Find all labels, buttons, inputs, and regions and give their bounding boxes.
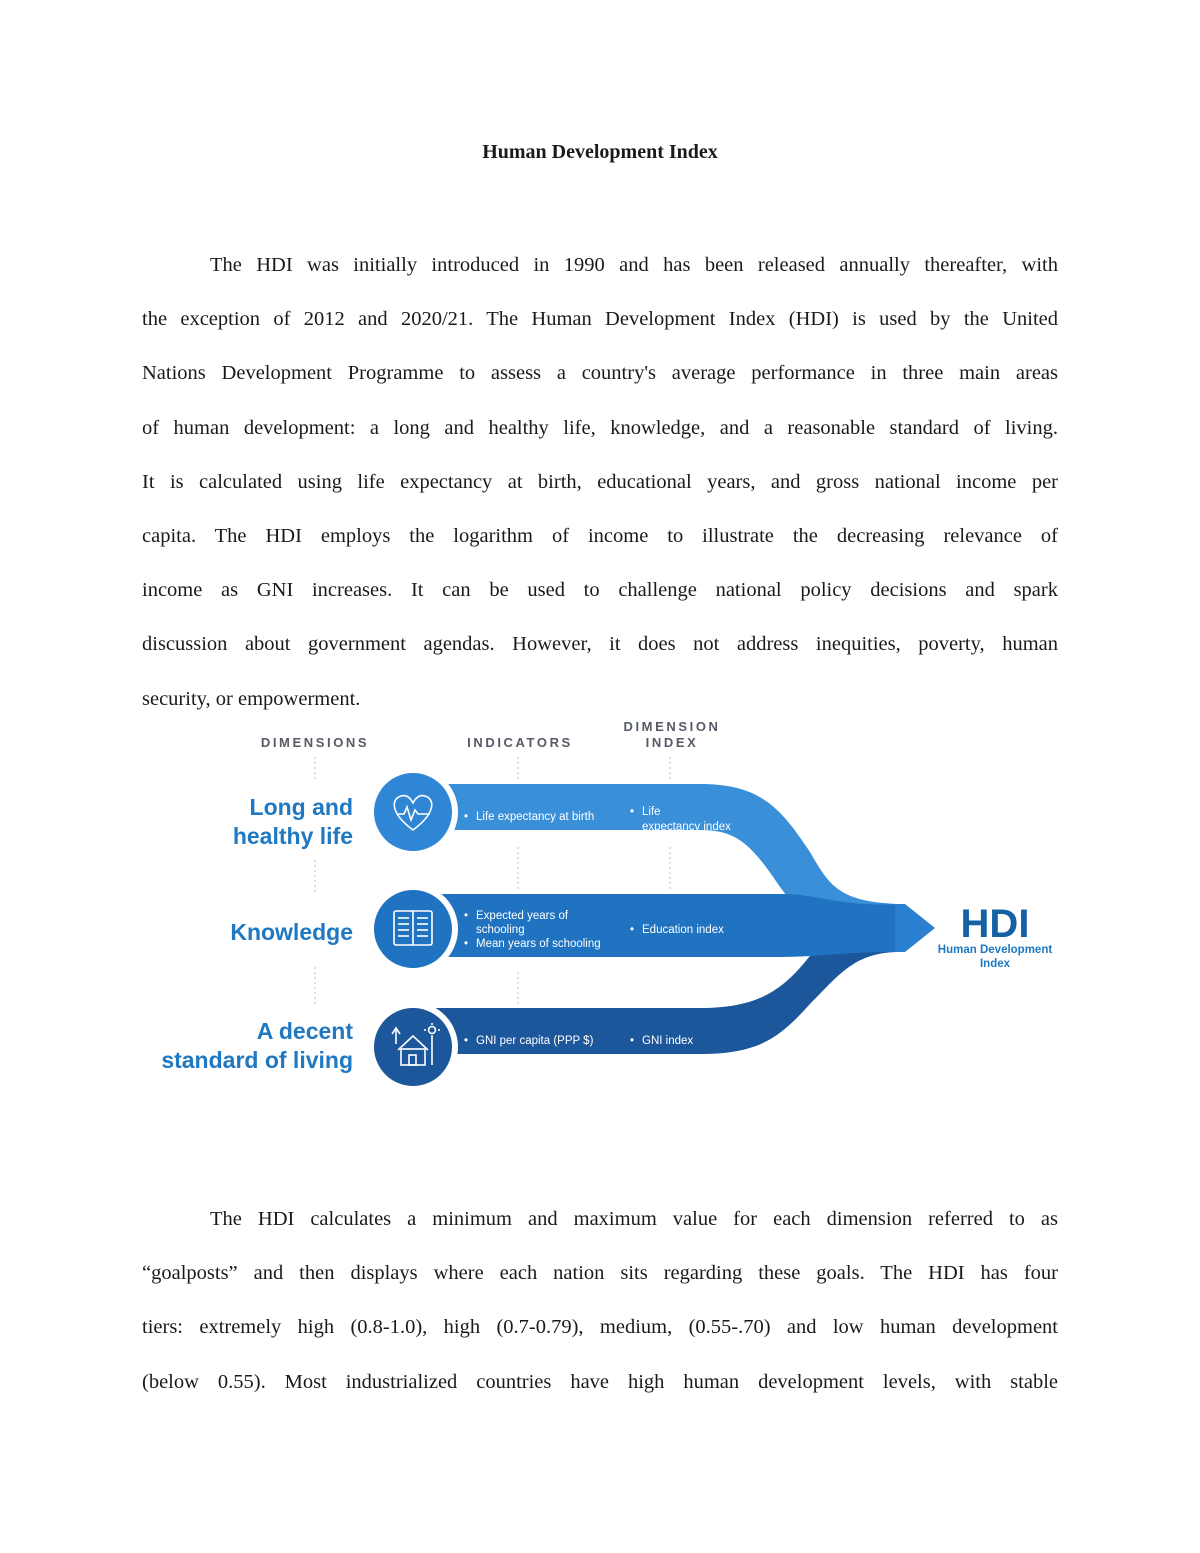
bullet: • (630, 1035, 635, 1047)
circle-health (371, 770, 455, 854)
dimension-health-1: Long and (249, 794, 353, 820)
paragraph-1 (142, 238, 1058, 726)
circle-living (371, 1005, 455, 1089)
paragraph-line: discussion about government agendas. However, it does not address inequities, poverty, human (142, 633, 1058, 656)
bullet: • (630, 806, 635, 818)
hdi-abbr: HDI (960, 902, 1030, 946)
bullet: • (464, 938, 469, 950)
indicator-knowledge-2: Mean years of schooling (476, 938, 601, 950)
bullet: • (630, 924, 635, 936)
paragraph-line: “goalposts” and then displays where each nation sits regarding these goals. The HDI has four (142, 1262, 1058, 1285)
indicator-living: GNI per capita (PPP $) (476, 1035, 594, 1047)
paragraph-line: capita. The HDI employs the logarithm of income to illustrate the decreasing relevance of (142, 525, 1058, 548)
paragraph-line: income as GNI increases. It can be used to challenge national policy decisions and spark (142, 579, 1058, 602)
hdi-label-1: Human Development (937, 944, 1053, 956)
header-dimension-index-2: INDEX (645, 735, 699, 750)
header-dimensions: DIMENSIONS (260, 735, 370, 750)
paragraph-line: of human development: a long and healthy life, knowledge, and a reasonable standard of living. (142, 416, 1058, 439)
hdi-diagram (140, 712, 1070, 1097)
indicator-knowledge-1a: Expected years of (476, 910, 569, 922)
indicator-health: Life expectancy at birth (476, 811, 595, 823)
paragraph-line: It is calculated using life expectancy at birth, educational years, and gross national income per (142, 470, 1058, 493)
document-title: Human Development Index (482, 141, 718, 163)
paragraph-2 (142, 1192, 1058, 1409)
index-health-2: expectancy index (642, 821, 731, 833)
dimension-health-2: healthy life (232, 823, 353, 849)
header-indicators: INDICATORS (467, 735, 573, 750)
dimension-living-2: standard of living (161, 1047, 353, 1073)
hdi-arrow (895, 904, 935, 952)
paragraph-line: tiers: extremely high (0.8-1.0), high (0.7-0.79), medium, (0.55-.70) and low human development (142, 1316, 1058, 1339)
paragraph-line: The HDI calculates a minimum and maximum value for each dimension referred to as (210, 1208, 1058, 1230)
hdi-label-2: Index (979, 958, 1011, 970)
index-education: Education index (642, 924, 724, 936)
paragraph-line: The HDI was initially introduced in 1990 and has been released annually thereafter, with (210, 254, 1058, 276)
paragraph-line: Nations Development Programme to assess a country's average performance in three main areas (142, 362, 1058, 385)
bullet: • (464, 910, 469, 922)
paragraph-line: security, or empowerment. (142, 687, 361, 710)
paragraph-line: the exception of 2012 and 2020/21. The Human Development Index (HDI) is used by the United (142, 308, 1058, 331)
dimension-knowledge: Knowledge (230, 919, 353, 945)
paragraph-line: (below 0.55). Most industrialized countries have high human development levels, with stable (142, 1370, 1058, 1393)
dimension-living-1: A decent (256, 1018, 353, 1044)
bullet: • (464, 811, 469, 823)
header-dimension-index-1: DIMENSION (623, 719, 721, 734)
index-gni: GNI index (642, 1035, 694, 1047)
indicator-knowledge-1b: schooling (476, 924, 525, 936)
bullet: • (464, 1035, 469, 1047)
index-health-1: Life (642, 806, 661, 818)
